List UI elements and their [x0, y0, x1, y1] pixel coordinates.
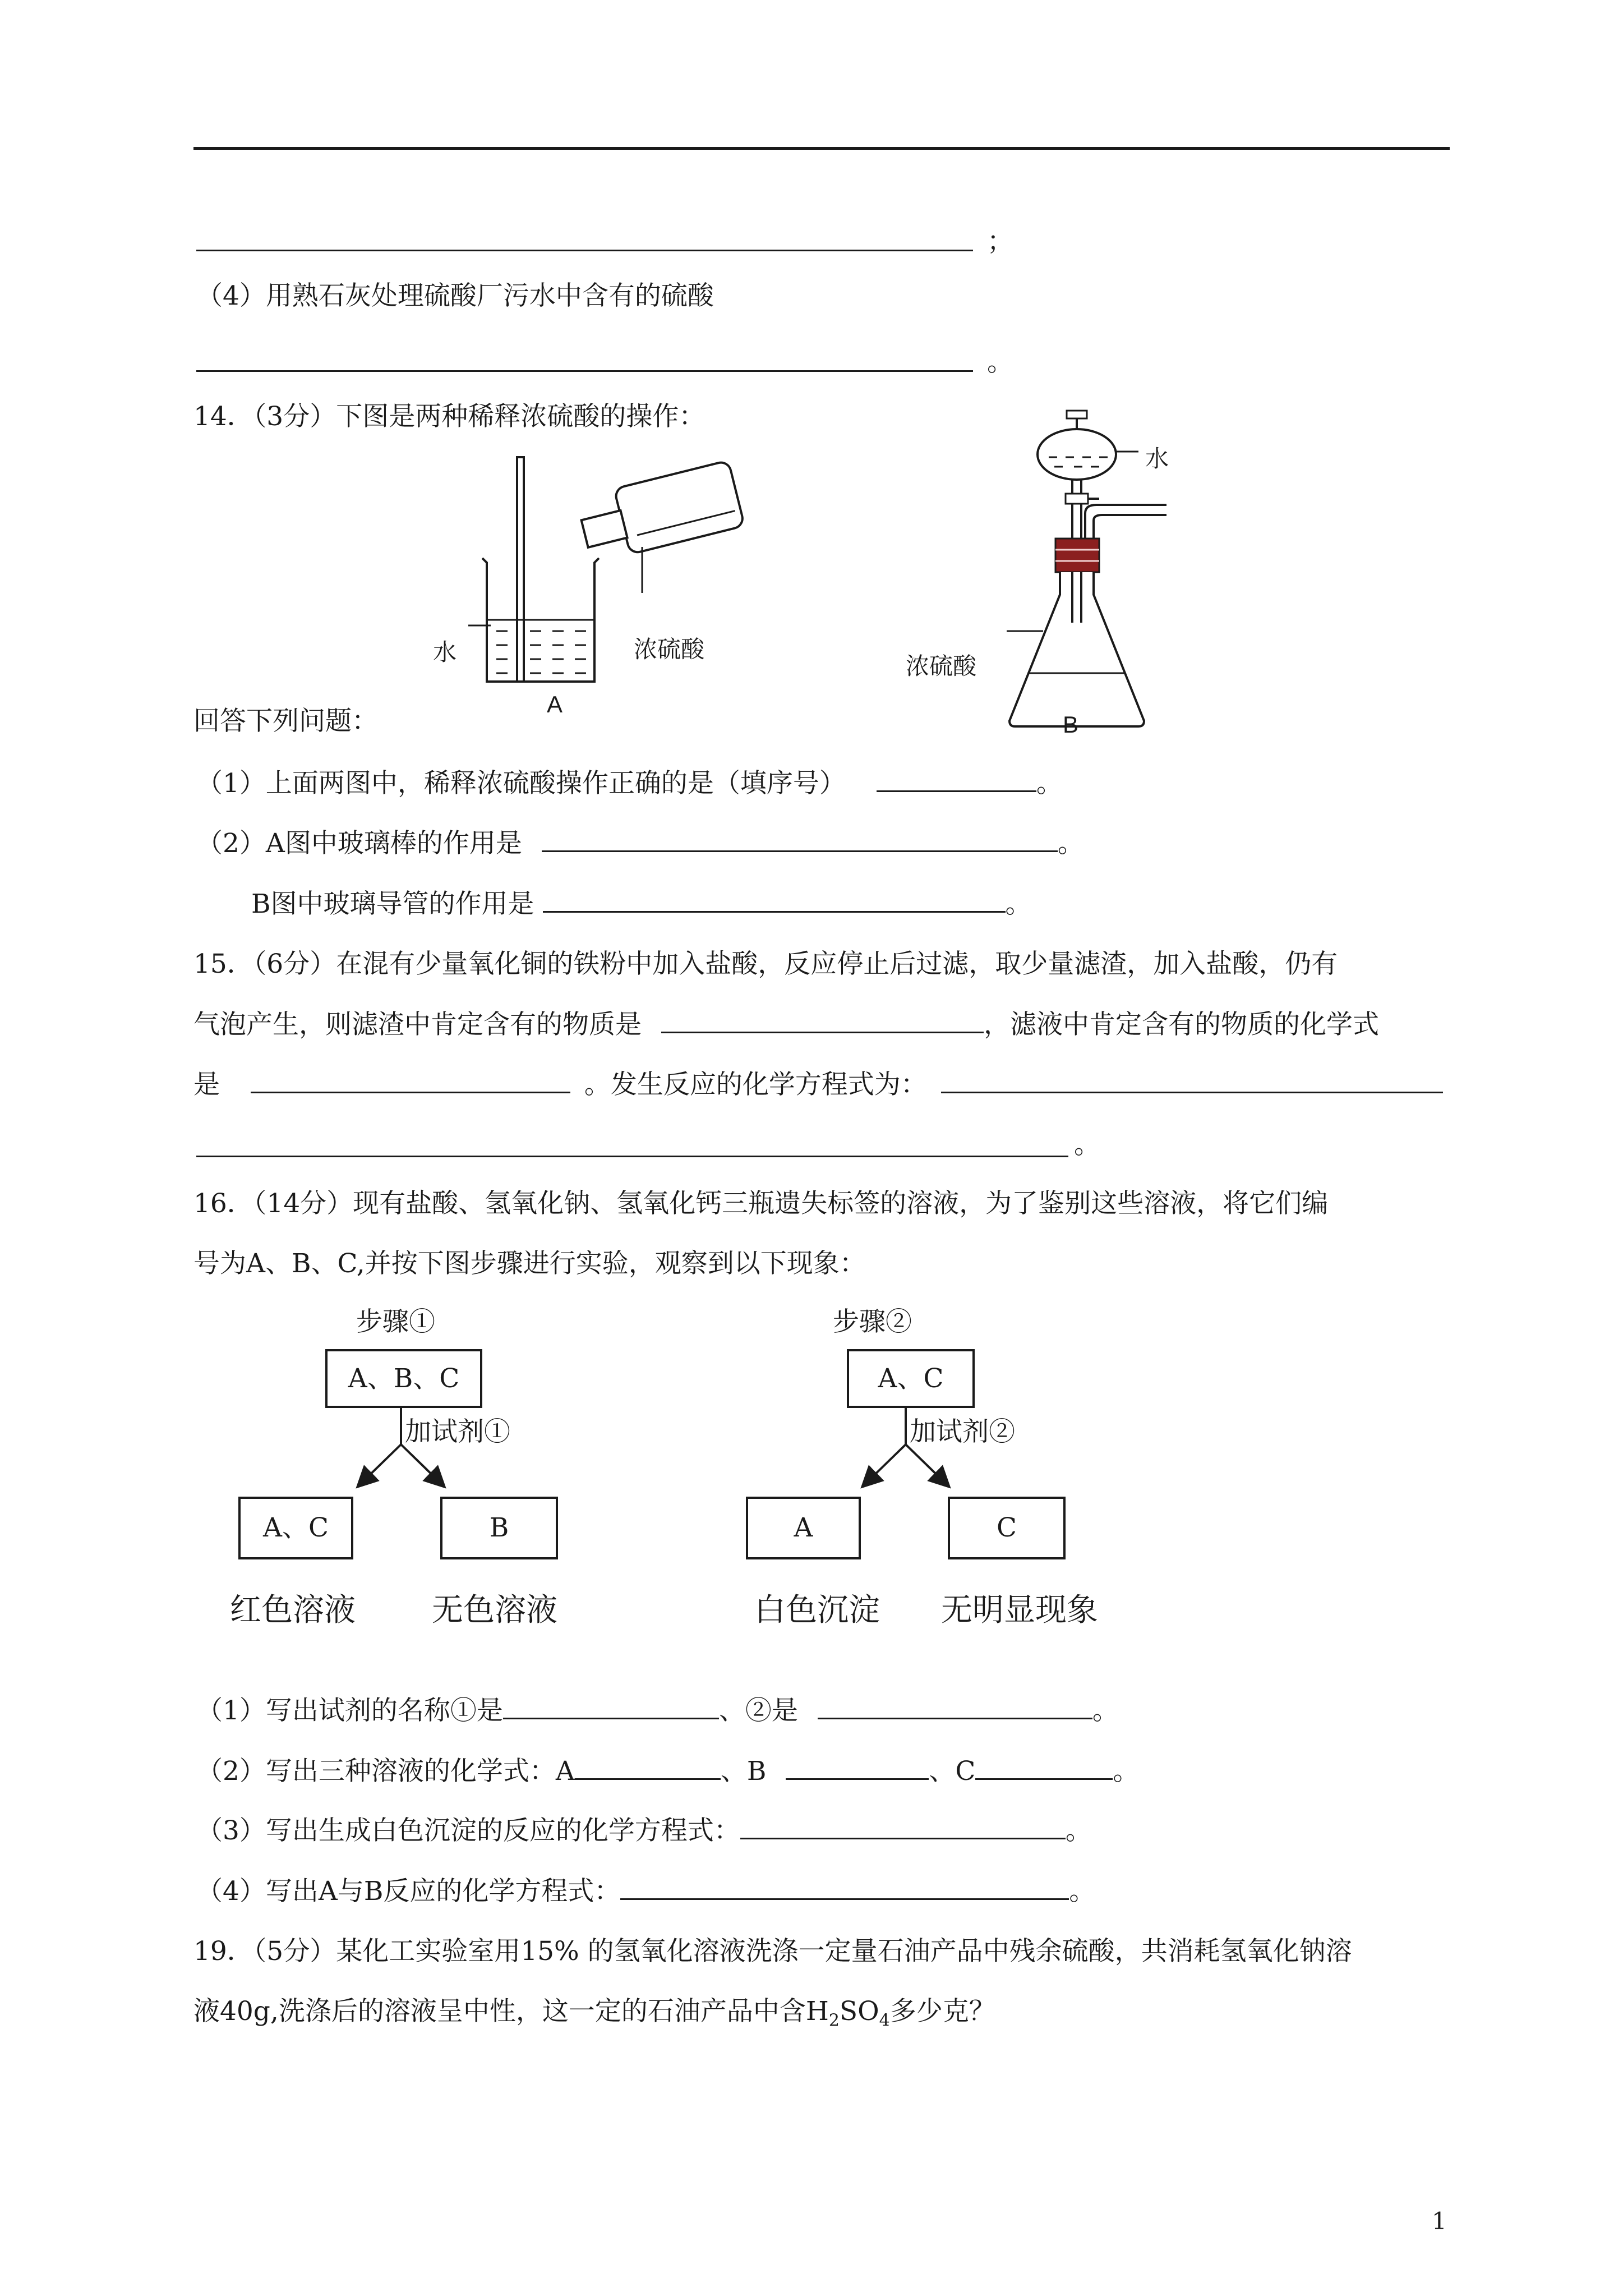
header-rule: [193, 147, 1450, 150]
q16-formula-a-blank[interactable]: [575, 1754, 721, 1780]
q19-subscript-2: 2: [828, 2010, 840, 2031]
figure-a-caption: A: [547, 691, 563, 717]
page-number: 1: [1432, 2207, 1447, 2235]
figure-a-acid-label: 浓硫酸: [634, 636, 705, 662]
q16-sub2a: （2）写出三种溶液的化学式：A: [196, 1756, 575, 1787]
q15-line3: [193, 1067, 1443, 1102]
q14-sub2a-text: （2）A图中玻璃棒的作用是: [196, 828, 522, 859]
q16-sub3: [196, 1813, 1092, 1848]
q16-sub2c: 、C: [929, 1756, 976, 1787]
q16-sub4-text: （4）写出A与B反应的化学方程式：: [196, 1876, 621, 1907]
q16-reagent2-blank[interactable]: [818, 1693, 1092, 1719]
q15-equation-blank-2[interactable]: [196, 1156, 1068, 1157]
step2-box-right: C: [948, 1497, 1066, 1559]
q14-sub1-text: （1）上面两图中，稀释浓硫酸操作正确的是（填序号）: [196, 768, 846, 799]
step1-right-observation: 无色溶液: [432, 1592, 557, 1628]
q16-precipitate-equation-blank[interactable]: [740, 1813, 1066, 1839]
step2-box-left: A: [746, 1497, 861, 1559]
q16-sub1a: （1）写出试剂的名称①是: [196, 1695, 503, 1726]
step2-title: 步骤②: [833, 1306, 912, 1337]
q19-line2-mid: SO: [839, 1996, 879, 2027]
q14-answer-prompt: 回答下列问题：: [193, 706, 378, 737]
q16-sub4: [196, 1874, 1095, 1908]
q16-sub1: [196, 1693, 1119, 1728]
q16-ab-equation-blank[interactable]: [620, 1874, 1069, 1900]
q19-line2-pre: 液40g,洗涤后的溶液呈中性，这一定的石油产品中含H: [193, 1996, 829, 2027]
q14-title: 14．（3分）下图是两种稀释浓硫酸的操作：: [193, 401, 706, 432]
q14-sub2a-blank[interactable]: [542, 826, 1058, 852]
q14-sub2b-blank[interactable]: [543, 886, 1006, 913]
q15-line2a: 气泡产生，则滤渣中肯定含有的物质是: [193, 1009, 642, 1040]
q14-sub2b-text: B图中玻璃导管的作用是: [251, 889, 534, 919]
q16-reagent1-blank[interactable]: [503, 1693, 719, 1719]
step2-left-observation: 白色沉淀: [754, 1592, 880, 1628]
q14-sub2a: [196, 826, 1084, 861]
q15-line2: [193, 1007, 1379, 1042]
q16-sub3-text: （3）写出生成白色沉淀的反应的化学方程式：: [196, 1815, 740, 1846]
q14-sub1: [196, 766, 1063, 800]
q14-sub2a-end: 。: [1057, 828, 1084, 859]
step2-reagent-label: 加试剂②: [910, 1416, 1015, 1447]
q19-line2: [193, 1994, 995, 2031]
q16-sub2-end: 。: [1113, 1756, 1140, 1787]
step1-title: 步骤①: [356, 1306, 435, 1337]
step1-left-observation: 红色溶液: [230, 1592, 356, 1628]
answer-line-prev-1: [196, 250, 973, 251]
step1-box-left: A、C: [238, 1497, 353, 1559]
q15-line2b: ，滤液中肯定含有的物质的化学式: [983, 1009, 1379, 1040]
figure-b-dilution: [998, 409, 1200, 735]
answer-line-prev-1-end: ；: [987, 226, 1013, 257]
q15-filtrate-blank[interactable]: [251, 1067, 570, 1093]
q15-line3b: 。发生反应的化学方程式为：: [584, 1069, 927, 1100]
q15-equation-blank-1[interactable]: [941, 1067, 1443, 1093]
q19-line2-post: 多少克？: [889, 1996, 995, 2027]
q14-sub2b: [251, 886, 1032, 921]
figure-b-acid-label: 浓硫酸: [906, 653, 977, 679]
q15-line1: 15．（6分）在混有少量氧化铜的铁粉中加入盐酸，反应停止后过滤，取少量滤渣，加入盐酸，仍有: [193, 949, 1338, 979]
step1-box-top: A、B、C: [325, 1349, 482, 1408]
q16-sub1b: 、②是: [718, 1695, 798, 1726]
q15-line3a: 是: [193, 1069, 220, 1100]
q16-formula-c-blank[interactable]: [975, 1754, 1113, 1780]
q13-sub4-label: （4）用熟石灰处理硫酸厂污水中含有的硫酸: [196, 280, 714, 311]
figure-a-dilution: [415, 446, 763, 726]
answer-line-prev-2: [196, 370, 973, 372]
q16-formula-b-blank[interactable]: [786, 1754, 929, 1780]
q16-sub1-end: 。: [1092, 1695, 1119, 1726]
figure-b-caption: B: [1063, 711, 1079, 738]
q16-sub4-end: 。: [1069, 1876, 1096, 1907]
q16-sub2: [196, 1754, 1139, 1788]
step2-box-top: A、C: [847, 1349, 975, 1408]
figure-b-water-label: 水: [1145, 445, 1169, 472]
step1-reagent-label: 加试剂①: [405, 1416, 510, 1447]
q16-sub3-end: 。: [1065, 1815, 1092, 1846]
q16-sub2b: 、B: [720, 1756, 767, 1787]
q16-line2: 号为A、B、C,并按下图步骤进行实验，观察到以下现象：: [193, 1248, 866, 1279]
step2-right-observation: 无明显现象: [941, 1592, 1098, 1628]
q19-subscript-4: 4: [879, 2010, 890, 2031]
q14-sub2b-end: 。: [1005, 889, 1032, 919]
q19-line1: 19．（5分）某化工实验室用15% 的氢氧化溶液洗涤一定量石油产品中残余硫酸，共消耗氢氧化钠溶: [193, 1936, 1352, 1967]
q14-sub1-end: 。: [1036, 768, 1063, 799]
figure-a-water-label: 水: [433, 639, 457, 665]
q15-residue-blank[interactable]: [661, 1007, 984, 1033]
q14-sub1-blank[interactable]: [877, 766, 1036, 792]
answer-line-prev-2-end: 。: [987, 347, 1013, 378]
step1-box-right: B: [440, 1497, 558, 1559]
q16-line1: 16．（14分）现有盐酸、氢氧化钠、氢氧化钙三瓶遗失标签的溶液，为了鉴别这些溶液，将它们编: [193, 1188, 1329, 1219]
q15-line4-end: 。: [1074, 1129, 1100, 1160]
